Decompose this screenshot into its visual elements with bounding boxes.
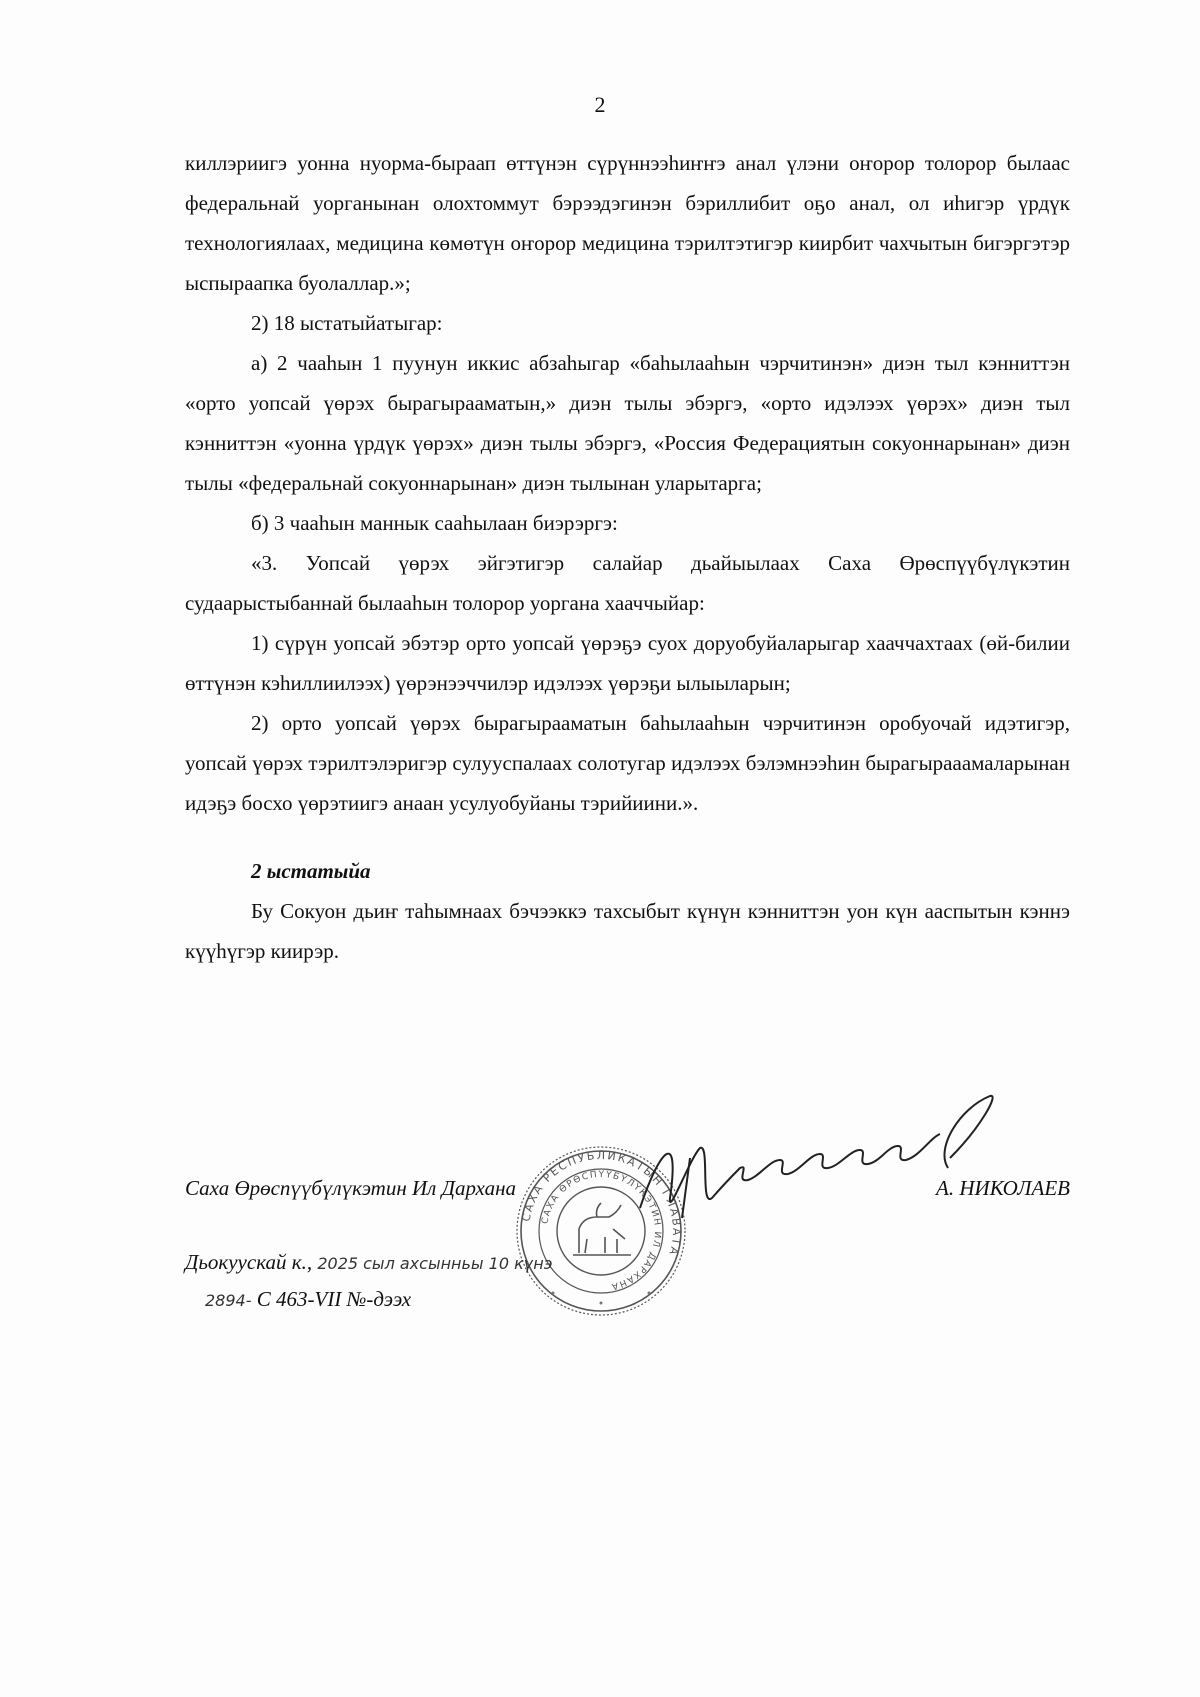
seal-inner-text: САХА ӨРӨСПҮҮБҮЛҮКЭТИН ИЛ ДАРХАНА xyxy=(540,1169,663,1292)
paragraph-continuation: киллэриигэ уонна нуорма-быраап өттүнэн сүрүннээһиҥҥэ анал үлэни оҥорор толорор былаас федеральнай уорганынан олохтоммут бэрээдэгинэн бэриллибит оҕо анал, ол иһигэр үрдүк технологиялаах, медицина көмөтүн оҥорор медицина тэрилтэтигэр киирбит чахчытын бигэргэтэр ыспыраапка буолаллар.»; xyxy=(185,151,1070,295)
place-and-date xyxy=(185,1250,1070,1275)
document-number xyxy=(205,1287,1090,1312)
paragraph-subitem-a: а) 2 чааһын 1 пуунун иккис абзаһыгар «баһылааһын чэрчитинэн» диэн тыл кэнниттэн «орто уопсай үөрэх бырагырааматын,» диэн тылы эбэргэ, «орто идэлээх үөрэх» диэн тыл кэнниттэн «уонна үрдүк үөрэх» диэн тылы эбэргэ, «Россия Федерациятын сокуоннарынан» диэн тылы «федеральнай сокуоннарынан» диэн тылынан уларытарга; xyxy=(185,351,1070,495)
handwritten-signature xyxy=(630,1088,1020,1238)
law-text-body xyxy=(185,143,1070,971)
paragraph-part-3: «3. Уопсай үөрэх эйгэтигэр салайар дьайыылаах Саха Өрөспүүбүлүкэтин судаарыстыбаннай былааһын толорор уоргана хааччыйар: xyxy=(185,551,1070,615)
date-handwritten: 2025 сыл ахсынньы 10 күнэ xyxy=(317,1254,553,1273)
article-text: Бу Сокуон дьиҥ таһымнаах бэчээккэ тахсыбыт күнүн кэнниттэн уон күн ааспытын кэннэ күүһүгэр киирэр. xyxy=(185,899,1070,963)
place-prefix: Дьокуускай к., xyxy=(185,1250,313,1274)
number-printed: С 463-VII №-дээх xyxy=(256,1287,412,1311)
paragraph-item-2: 2) 18 ыстатыйатыгар: xyxy=(251,311,443,335)
emblem-icon xyxy=(573,1203,631,1255)
paragraph-point-1: 1) сүрүн уопсай эбэтэр орто уопсай үөрэҕэ суох доруобуйаларыгар хааччахтаах (өй-билии өттүнэн кэһиллиилээх) үөрэнээччилэр идэлээх үөрэҕи ылыыларын; xyxy=(185,631,1070,695)
article-heading: 2 ыстатыйа xyxy=(251,859,371,883)
signer-name: А. НИКОЛАЕВ xyxy=(936,1176,1070,1200)
number-handwritten: 2894- xyxy=(205,1291,252,1310)
paragraph-subitem-b: б) 3 чааһын маннык сааһылаан биэрэргэ: xyxy=(251,511,618,535)
signer-position: Саха Өрөспүүбүлүкэтин Ил Дархана xyxy=(185,1176,516,1200)
paragraph-point-2: 2) орто уопсай үөрэх бырагырааматын баһылааһын чэрчитинэн оробуочай идэтигэр, уопсай үөрэх тэрилтэлэригэр сулууспалаах солотугар идэлээх бэлэмнээһин бырагырааамаларынан идэҕэ босхо үөрэтиигэ анаан усулуобуйаны тэрийиини.». xyxy=(185,711,1070,815)
seal-outer-text: САХА РЕСПУБЛИКАТЫН ГЛАВАТА xyxy=(519,1148,684,1259)
page-number: 2 xyxy=(594,92,606,117)
